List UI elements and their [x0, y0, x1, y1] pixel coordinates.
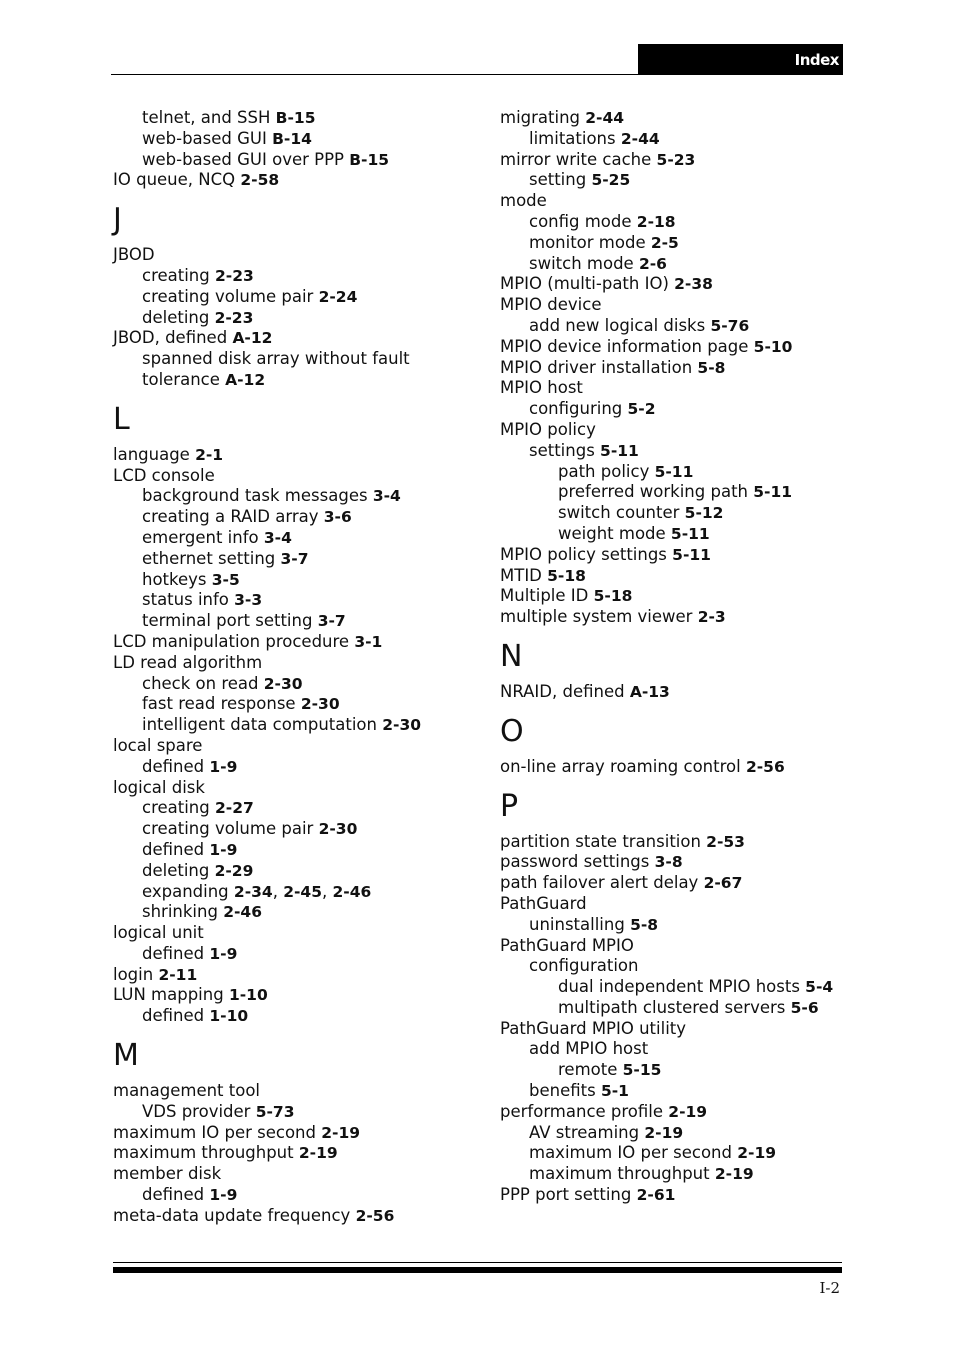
index-entry — [500, 977, 880, 998]
index-entry — [113, 798, 493, 819]
index-entry — [500, 170, 880, 191]
index-term: fast read response — [142, 694, 301, 714]
index-entry — [500, 399, 880, 420]
index-entry — [500, 191, 880, 212]
index-term: management tool — [113, 1081, 261, 1101]
page-reference: 2-19 — [321, 1123, 361, 1142]
index-term: JBOD, defined — [113, 328, 233, 348]
index-term: shrinking — [142, 902, 224, 922]
page-reference: 2-19 — [298, 1144, 338, 1163]
index-entry — [113, 1164, 493, 1185]
index-term: switch mode — [529, 253, 639, 273]
index-term: logical disk — [113, 777, 205, 797]
page-reference: 5-4 — [805, 978, 834, 997]
index-term: member disk — [113, 1164, 222, 1184]
index-entry — [113, 965, 493, 986]
index-entry — [113, 923, 493, 944]
page-reference: 2-19 — [714, 1165, 754, 1184]
index-term: maximum IO per second — [113, 1122, 322, 1142]
index-entry — [113, 653, 493, 674]
index-term: PPP port setting — [500, 1185, 637, 1205]
index-term: preferred working path — [558, 482, 754, 502]
index-term: web-based GUI over PPP — [142, 149, 350, 169]
index-term: path failover alert delay — [500, 873, 704, 893]
index-entry — [113, 1123, 493, 1144]
index-term: JBOD — [113, 245, 155, 265]
index-entry — [500, 545, 880, 566]
page-reference: 1-9 — [209, 944, 238, 963]
index-entry — [113, 778, 493, 799]
index-term: configuring — [529, 399, 628, 419]
index-term: creating — [142, 798, 215, 818]
index-entry — [500, 503, 880, 524]
index-term: MPIO policy — [500, 419, 596, 439]
index-term: maximum throughput — [113, 1143, 299, 1163]
page-reference: 2-3 — [697, 608, 726, 627]
page-reference: 2-56 — [355, 1206, 395, 1225]
page-ref-separator: , — [322, 881, 333, 901]
page-reference: B-15 — [349, 150, 390, 169]
page-reference: 5-10 — [753, 337, 793, 356]
index-column-right — [500, 108, 880, 1206]
index-entry — [113, 308, 493, 329]
index-entry — [113, 370, 493, 391]
page-reference: 5-6 — [790, 998, 819, 1017]
index-term: login — [113, 964, 159, 984]
index-entry — [500, 441, 880, 462]
index-letter-heading: J — [113, 202, 122, 238]
index-entry — [500, 295, 880, 316]
page-reference: 3-7 — [280, 549, 309, 568]
index-term: LUN mapping — [113, 985, 229, 1005]
index-entry — [500, 586, 880, 607]
index-entry — [500, 150, 880, 171]
page-number: I-2 — [819, 1279, 840, 1297]
page-reference: 3-1 — [354, 632, 383, 651]
index-entry — [500, 254, 880, 275]
page-reference: 2-11 — [158, 965, 198, 984]
page-reference: B-15 — [275, 109, 316, 127]
index-entry — [113, 129, 493, 150]
page-reference: 5-18 — [547, 566, 586, 585]
index-term: mirror write cache — [500, 149, 657, 169]
index-term: dual independent MPIO hosts — [558, 977, 806, 997]
index-term: LCD manipulation procedure — [113, 631, 355, 651]
index-entry — [500, 274, 880, 295]
index-entry — [500, 873, 880, 894]
index-term: setting — [529, 170, 592, 190]
index-entry — [113, 445, 493, 466]
index-entry — [500, 358, 880, 379]
index-entry — [500, 482, 880, 503]
index-entry — [500, 998, 880, 1019]
page-reference: 5-23 — [656, 150, 696, 169]
index-term: on-line array roaming control — [500, 756, 746, 776]
page-reference: 5-2 — [627, 400, 656, 419]
page-reference: 2-56 — [745, 757, 785, 776]
index-entry — [500, 1102, 880, 1123]
page-reference: 2-38 — [674, 275, 713, 294]
page-reference: 2-23 — [214, 308, 254, 327]
index-entry — [500, 915, 880, 936]
index-entry — [113, 570, 493, 591]
index-column-left — [113, 108, 493, 1227]
page-reference: 1-9 — [209, 840, 238, 859]
page-reference: 5-8 — [630, 915, 659, 934]
page-reference: 2-30 — [318, 820, 358, 839]
page-reference: 2-34 — [233, 882, 273, 901]
index-term: expanding — [142, 881, 234, 901]
index-term: password settings — [500, 852, 655, 872]
index-entry — [500, 1019, 880, 1040]
index-term: defined — [142, 1006, 210, 1026]
page-reference: 2-30 — [300, 695, 340, 714]
index-entry — [113, 819, 493, 840]
index-term: multipath clustered servers — [558, 997, 791, 1017]
page-reference: 2-5 — [650, 233, 679, 252]
page-reference: 2-24 — [318, 287, 358, 306]
index-term: migrating — [500, 108, 586, 127]
index-term: defined — [142, 756, 210, 776]
index-term: telnet, and SSH — [142, 108, 276, 127]
index-entry — [113, 1006, 493, 1027]
index-term: LCD console — [113, 465, 215, 485]
index-term: MPIO device information page — [500, 336, 754, 356]
page-reference: 5-11 — [753, 483, 793, 502]
index-term: check on read — [142, 673, 264, 693]
index-term: monitor mode — [529, 232, 651, 252]
index-term: performance profile — [500, 1101, 669, 1121]
index-term: MPIO device — [500, 295, 602, 315]
page-reference: 3-5 — [211, 570, 240, 589]
index-entry — [113, 507, 493, 528]
page-reference: 2-30 — [382, 716, 422, 735]
page-reference: 2-19 — [668, 1102, 708, 1121]
page-reference: 2-19 — [644, 1123, 684, 1142]
index-term: ethernet setting — [142, 548, 281, 568]
index-entry — [500, 894, 880, 915]
index-entry — [113, 549, 493, 570]
page-reference: 5-12 — [684, 504, 724, 523]
header-tab — [638, 44, 843, 75]
page-reference: 2-58 — [240, 171, 280, 190]
index-term: language — [113, 444, 196, 464]
index-entry — [500, 524, 880, 545]
page-reference: 2-18 — [636, 212, 676, 231]
page-reference: 5-73 — [255, 1102, 295, 1121]
index-entry — [500, 607, 880, 628]
page-reference: 1-9 — [209, 1186, 238, 1205]
index-entry — [500, 832, 880, 853]
index-entry — [500, 1039, 880, 1060]
page-reference: 3-6 — [323, 508, 352, 527]
index-term: status info — [142, 590, 235, 610]
page-reference: A-13 — [629, 682, 670, 701]
footer-rule-thin — [113, 1262, 842, 1263]
page-reference: A-12 — [225, 370, 266, 389]
index-entry — [500, 757, 880, 778]
header-title: Index — [794, 51, 839, 69]
page-reference: A-12 — [232, 329, 273, 348]
page-reference: 3-8 — [654, 853, 683, 872]
page-ref-separator: , — [272, 881, 284, 901]
page-reference: 1-10 — [228, 986, 268, 1005]
index-term: defined — [142, 1185, 210, 1205]
index-term: PathGuard MPIO — [500, 935, 634, 955]
index-entry — [113, 882, 493, 903]
index-term: NRAID, defined — [500, 681, 630, 701]
page-reference: 2-45 — [283, 882, 322, 901]
index-entry — [500, 956, 880, 977]
index-letter-heading: M — [113, 1038, 139, 1074]
index-term: settings — [529, 440, 601, 460]
index-entry — [113, 266, 493, 287]
index-term: LD read algorithm — [113, 652, 263, 672]
page-reference: 3-3 — [234, 591, 263, 610]
index-entry — [500, 420, 880, 441]
index-term: creating volume pair — [142, 286, 319, 306]
page-reference: 2-19 — [737, 1144, 777, 1163]
index-entry — [500, 1081, 880, 1102]
page-reference: 3-4 — [263, 528, 292, 547]
index-letter-heading: N — [500, 638, 523, 674]
index-entry — [113, 632, 493, 653]
index-entry — [500, 129, 880, 150]
index-letter-heading: P — [500, 788, 519, 824]
index-term: PathGuard — [500, 893, 587, 913]
page-reference: 2-61 — [636, 1186, 676, 1205]
index-term: mode — [500, 191, 547, 211]
index-entry — [113, 944, 493, 965]
index-entry — [500, 566, 880, 587]
index-entry — [113, 328, 493, 349]
index-entry — [500, 852, 880, 873]
index-entry — [113, 170, 493, 191]
index-term: hotkeys — [142, 569, 212, 589]
index-letter-heading: O — [500, 713, 524, 749]
index-entry — [500, 936, 880, 957]
index-term: partition state transition — [500, 831, 707, 851]
index-term: MPIO policy settings — [500, 544, 673, 564]
index-entry — [500, 1123, 880, 1144]
page-reference: 2-23 — [215, 266, 254, 285]
index-term: logical unit — [113, 923, 204, 943]
index-term: limitations — [529, 128, 621, 148]
index-term: background task messages — [142, 486, 373, 506]
index-entry — [113, 590, 493, 611]
index-entry — [113, 736, 493, 757]
index-term: intelligent data computation — [142, 715, 383, 735]
index-entry — [500, 108, 880, 129]
page-reference: 5-8 — [697, 358, 726, 377]
index-entry — [500, 1143, 880, 1164]
index-term: meta-data update frequency — [113, 1205, 356, 1225]
index-term: MPIO driver installation — [500, 357, 698, 377]
index-term: creating — [142, 265, 215, 285]
page-reference: 5-1 — [600, 1082, 629, 1101]
index-entry — [113, 1081, 493, 1102]
index-term: switch counter — [558, 503, 685, 523]
index-term: spanned disk array without fault — [142, 349, 410, 369]
index-entry — [113, 466, 493, 487]
index-entry — [113, 1143, 493, 1164]
page-reference: 2-46 — [223, 903, 262, 922]
index-term: config mode — [529, 211, 637, 231]
page-reference: B-14 — [272, 129, 312, 148]
index-term: deleting — [142, 860, 215, 880]
index-entry — [113, 694, 493, 715]
index-term: add MPIO host — [529, 1039, 649, 1059]
index-entry — [500, 212, 880, 233]
index-entry — [113, 1206, 493, 1227]
index-letter-heading: L — [113, 401, 130, 437]
page-reference: 3-7 — [317, 612, 346, 631]
page-reference: 5-25 — [591, 171, 631, 190]
index-entry — [113, 150, 493, 171]
index-entry — [500, 316, 880, 337]
index-term: creating a RAID array — [142, 507, 324, 527]
page-reference: 1-9 — [209, 757, 238, 776]
index-term: benefits — [529, 1081, 601, 1101]
index-term: MPIO (multi-path IO) — [500, 274, 675, 294]
index-entry — [500, 1060, 880, 1081]
index-entry — [113, 287, 493, 308]
index-entry — [113, 528, 493, 549]
index-term: defined — [142, 839, 210, 859]
index-term: Multiple ID — [500, 586, 594, 606]
index-term: configuration — [529, 956, 639, 976]
page-reference: 2-30 — [263, 674, 303, 693]
page-reference: 2-29 — [214, 861, 254, 880]
index-entry — [113, 674, 493, 695]
index-entry — [113, 902, 493, 923]
index-term: maximum IO per second — [529, 1143, 738, 1163]
index-term: defined — [142, 943, 210, 963]
index-entry — [500, 337, 880, 358]
page-reference: 5-11 — [670, 524, 710, 543]
index-term: IO queue, NCQ — [113, 170, 241, 190]
footer-rule-thick — [113, 1267, 842, 1273]
index-entry — [113, 985, 493, 1006]
index-entry — [113, 611, 493, 632]
page-reference: 1-10 — [209, 1007, 249, 1026]
page-reference: 2-53 — [706, 832, 745, 851]
index-entry — [500, 462, 880, 483]
index-term: AV streaming — [529, 1122, 645, 1142]
index-term: MPIO host — [500, 378, 583, 398]
index-term: emergent info — [142, 527, 264, 547]
index-entry — [500, 378, 880, 399]
page-reference: 5-11 — [672, 545, 711, 564]
page-reference: 5-11 — [654, 462, 694, 481]
index-entry — [113, 1185, 493, 1206]
index-entry — [113, 486, 493, 507]
index-term: maximum throughput — [529, 1164, 715, 1184]
index-entry — [113, 245, 493, 266]
index-entry — [113, 840, 493, 861]
index-term: web-based GUI — [142, 128, 273, 148]
index-term: local spare — [113, 735, 203, 755]
index-term: creating volume pair — [142, 819, 319, 839]
index-term: multiple system viewer — [500, 607, 698, 627]
index-term: MTID — [500, 565, 548, 585]
index-entry — [500, 682, 880, 703]
index-entry — [113, 108, 493, 129]
page-reference: 5-18 — [593, 587, 633, 606]
index-term: add new logical disks — [529, 315, 711, 335]
index-entry — [113, 1102, 493, 1123]
index-term: weight mode — [558, 523, 671, 543]
index-term: remote — [558, 1060, 623, 1080]
index-term: VDS provider — [142, 1101, 256, 1121]
index-entry — [500, 1185, 880, 1206]
page-reference: 2-67 — [703, 874, 743, 893]
page-reference: 3-4 — [372, 487, 401, 506]
index-entry — [500, 1164, 880, 1185]
page-reference: 2-27 — [215, 799, 254, 818]
index-entry — [500, 233, 880, 254]
page-reference: 5-11 — [600, 441, 639, 460]
header-rule — [111, 74, 842, 75]
page-reference: 2-1 — [195, 445, 224, 464]
index-term: deleting — [142, 307, 215, 327]
index-entry — [113, 349, 493, 370]
page-reference: 2-44 — [620, 129, 660, 148]
index-term: uninstalling — [529, 914, 631, 934]
index-entry — [113, 715, 493, 736]
index-entry — [113, 861, 493, 882]
page-reference: 5-15 — [622, 1061, 662, 1080]
page-reference: 2-46 — [332, 882, 372, 901]
index-term: PathGuard MPIO utility — [500, 1018, 687, 1038]
index-entry — [113, 757, 493, 778]
index-term: path policy — [558, 461, 655, 481]
page-reference: 2-44 — [585, 109, 625, 127]
page-reference: 5-76 — [710, 316, 750, 335]
page-reference: 2-6 — [638, 254, 667, 273]
index-term: tolerance — [142, 369, 226, 389]
index-term: terminal port setting — [142, 611, 318, 631]
